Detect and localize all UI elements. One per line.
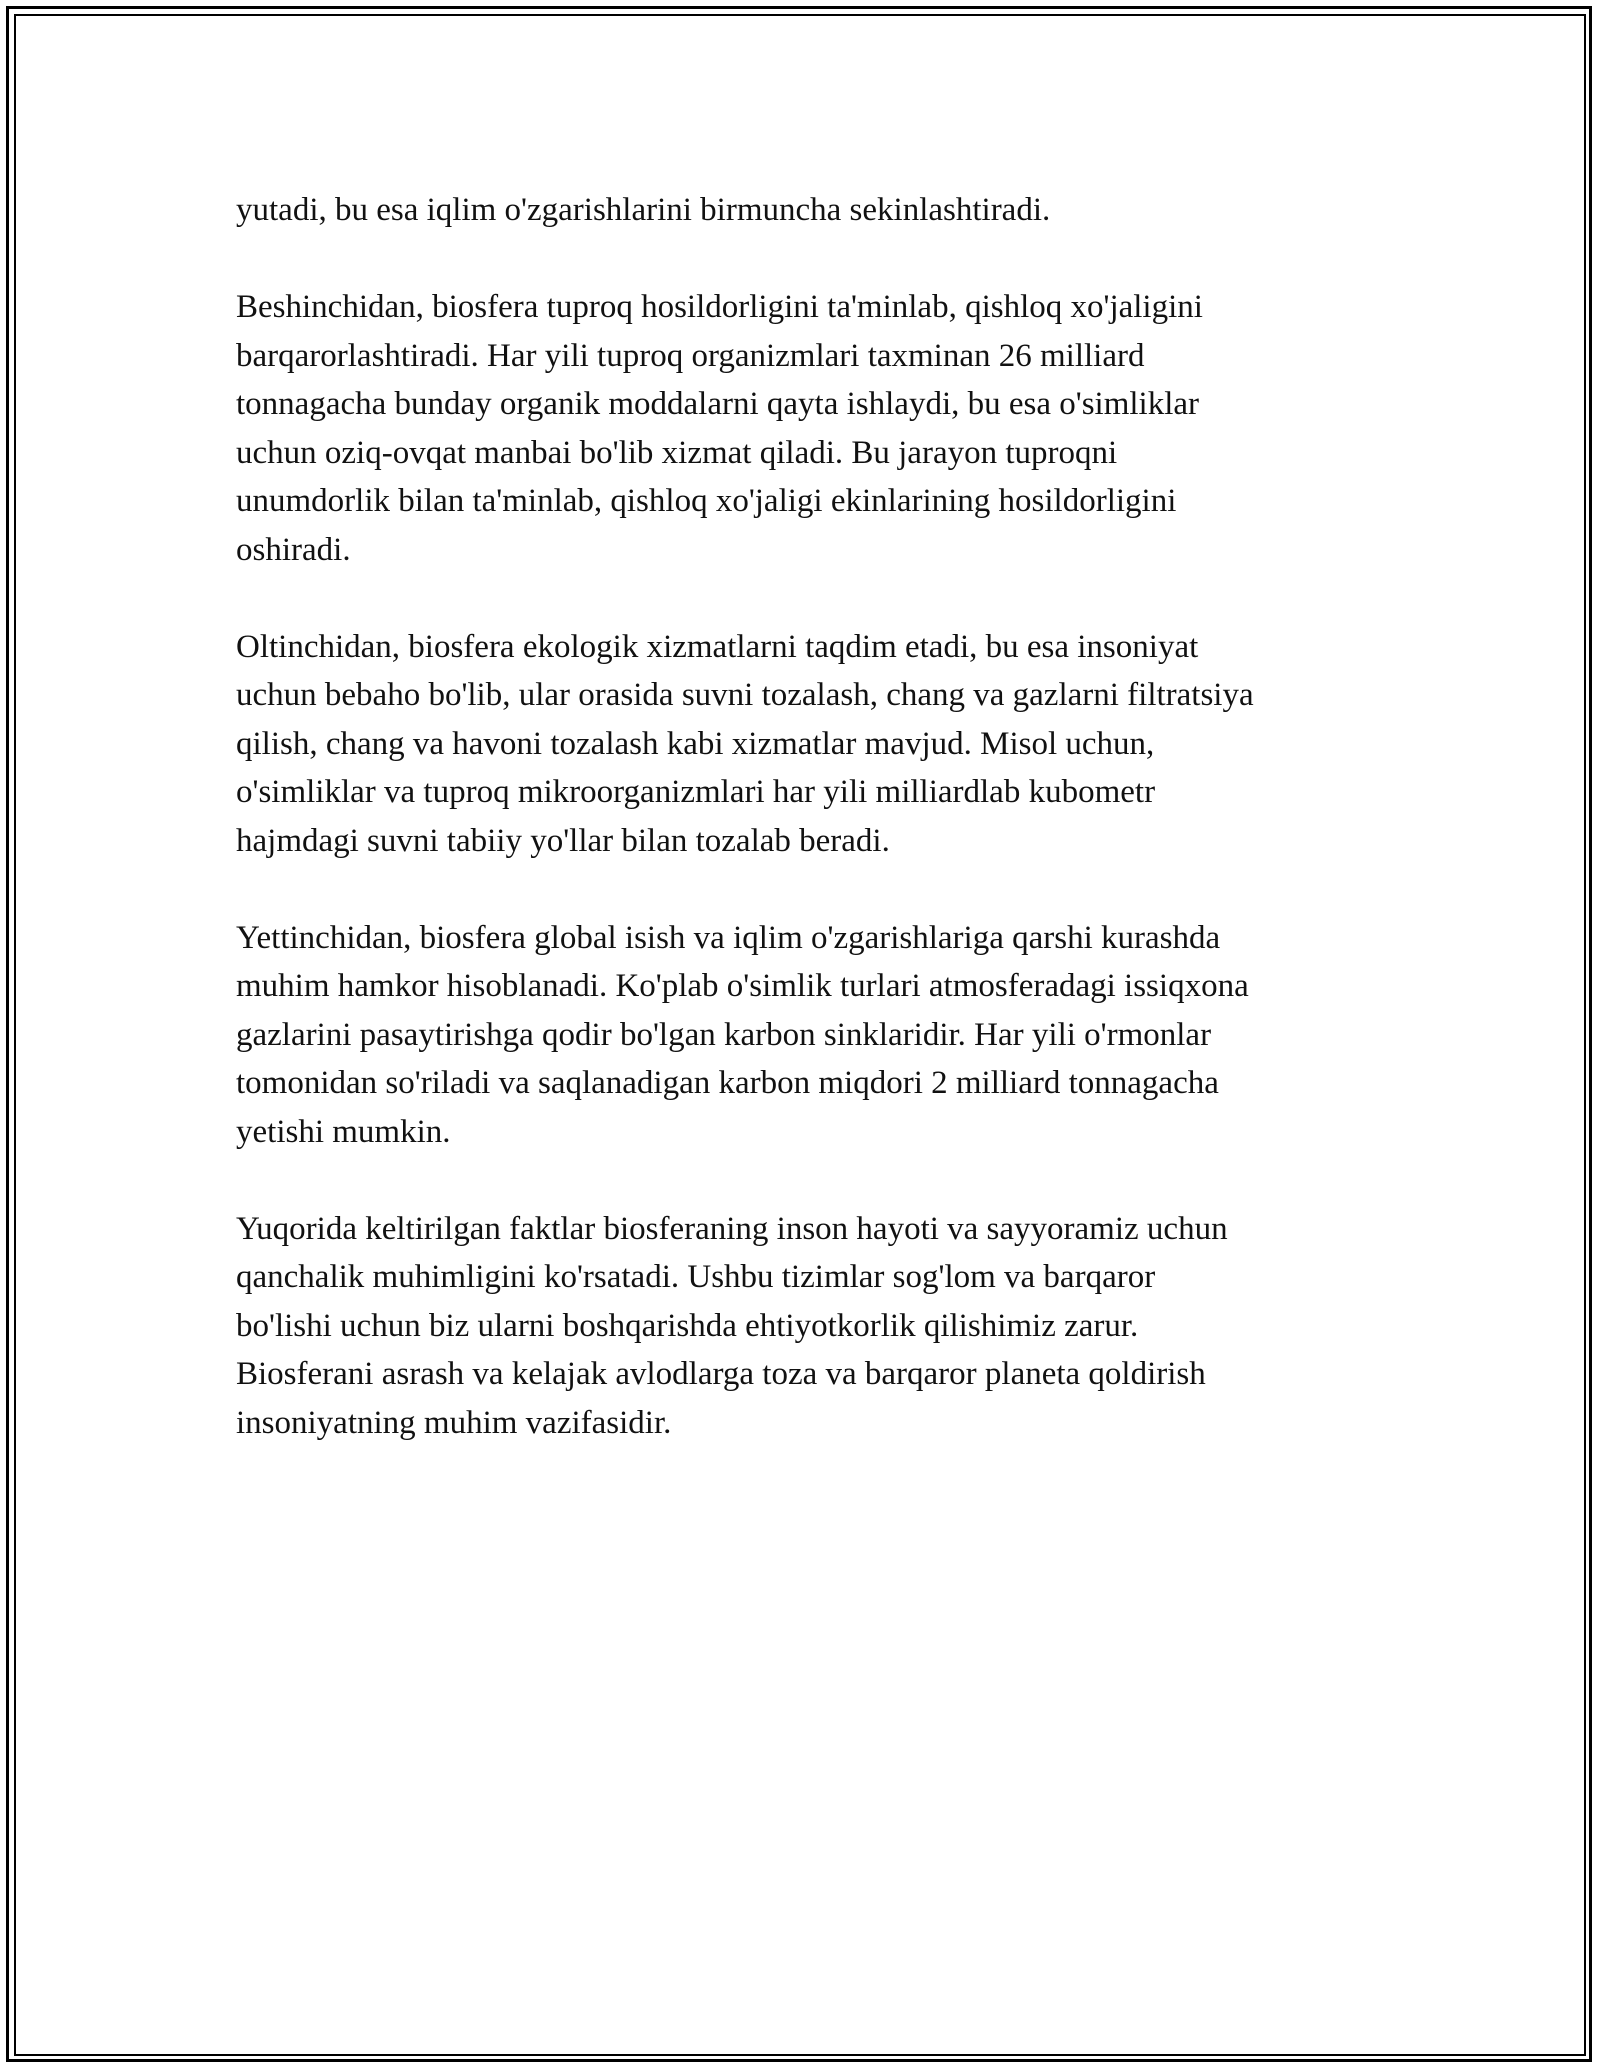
paragraph-continuation: yutadi, bu esa iqlim o'zgarishlarini birmuncha sekinlashtiradi. [236, 192, 1051, 228]
paragraph-fifth: Beshinchidan, biosfera tuproq hosildorligini ta'minlab, qishloq xo'jaligini barqarorlashtiradi. Har yili tuproq organizmlari taxminan 26 milliard tonnagacha bunday organik moddalarni qayta ishlaydi, bu esa o'simliklar uchun oziq-ovqat manbai bo'lib xizmat qiladi. Bu jarayon tuproqni unumdorlik bilan ta'minlab, qishloq xo'jaligi ekinlarining hosildorligini oshiradi. [236, 289, 1203, 568]
paragraph-seventh: Yettinchidan, biosfera global isish va iqlim o'zgarishlariga qarshi kurashda muhim hamkor hisoblanadi. Ko'plab o'simlik turlari atmosferadagi issiqxona gazlarini pasaytirishga qodir bo'lgan karbon sinklaridir. Har yili o'rmonlar tomonidan so'riladi va saqlanadigan karbon miqdori 2 milliard tonnagacha yetishi mumkin. [236, 919, 1249, 1150]
paragraph-conclusion: Yuqorida keltirilgan faktlar biosferaning inson hayoti va sayyoramiz uchun qanchalik muhimligini ko'rsatadi. Ushbu tizimlar sog'lom va barqaror bo'lishi uchun biz ularni boshqarishda ehtiyotkorlik qilishimiz zarur. Biosferani asrash va kelajak avlodlarga toza va barqaror planeta qoldirish insoniyatning muhim vazifasidir. [236, 1210, 1228, 1441]
paragraph-sixth: Oltinchidan, biosfera ekologik xizmatlarni taqdim etadi, bu esa insoniyat uchun bebaho bo'lib, ular orasida suvni tozalash, chang va gazlarni filtratsiya qilish, chang va havoni tozalash kabi xizmatlar mavjud. Misol uchun, o'simliklar va tuproq mikroorganizmlari har yili milliardlab kubometr hajmdagi suvni tabiiy yo'llar bilan tozalab beradi. [236, 628, 1254, 859]
document-body [236, 186, 1396, 1496]
